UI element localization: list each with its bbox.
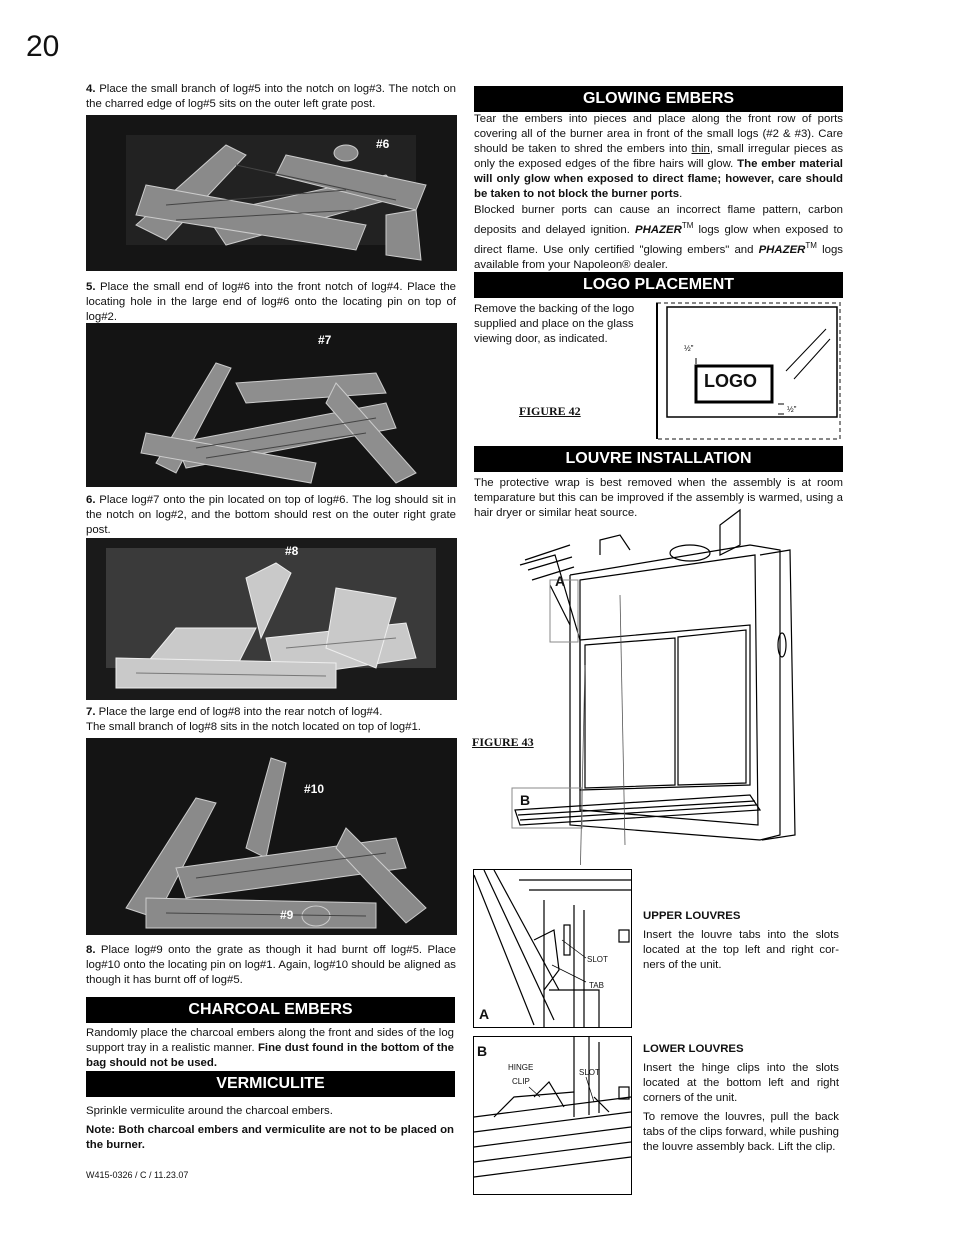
label-a: A (479, 1006, 490, 1022)
label-b: B (520, 792, 531, 808)
page-number: 20 (26, 30, 60, 63)
logo-placement-diagram (656, 301, 842, 441)
step-5-text: 5. Place the small end of log#6 into the front notch of log#4. Place the locating hole in the large end of log#6 onto the locating pin on top of log#2. (86, 281, 456, 323)
figure-43-caption: FIGURE 43 (472, 735, 534, 749)
log-photo-step-5 (86, 323, 457, 487)
step-7-text: 7. Place the large end of log#8 into the rear notch of log#4. The small branch of log#8 sits in the notch located on top of log#1. (86, 706, 421, 733)
slot-label: SLOT (587, 955, 608, 964)
label-a: A (555, 573, 566, 589)
lower-louvres-text: Insert the hinge clips into the slots located at the bottom left and right corners of the unit. (643, 1062, 839, 1104)
section-header-charcoal-embers: CHARCOAL EMBERS (86, 997, 455, 1023)
lower-louvres-removal-text: To remove the louvres, pull the back tabs of the clips forward, while pushing the louvre assembly back. Lift the clip. (643, 1111, 839, 1153)
upper-louvres-title: UPPER LOUVRES (643, 910, 741, 922)
upper-louvres-block (643, 910, 839, 973)
hinge-label: HINGE (508, 1063, 534, 1072)
detail-a-upper-louvre (473, 869, 632, 1028)
logo-text: Remove the backing of the logo supplied and place on the glass viewing door, as indicated. (474, 303, 635, 345)
dimension-label: ½" (787, 405, 797, 414)
section-header-glowing-embers: GLOWING EMBERS (474, 86, 843, 112)
log-photo-step-7 (86, 738, 457, 935)
section-header-vermiculite: VERMICULITE (86, 1071, 455, 1097)
lower-louvres-block (643, 1043, 839, 1155)
lower-louvres-title: LOWER LOUVRES (643, 1043, 744, 1055)
step-8-text: 8. Place log#9 onto the grate as though it had burnt off log#5. Place log#10 onto the locating pin on log#1. Again, log#10 should be aligned as though it has burnt off of log#5. (86, 944, 456, 986)
step-6-text: 6. Place log#7 onto the pin located on top of log#6. The log should sit in the notch on log#2, and the bottom should rest on the outer right grate post. (86, 494, 456, 536)
dimension-label: ½" (684, 344, 694, 353)
upper-louvres-text: Insert the louvre tabs into the slots located at the top left and right cor-ners of the unit. (643, 929, 839, 971)
clip-label: CLIP (512, 1077, 530, 1086)
log-label: #10 (304, 782, 325, 796)
log-label: #6 (376, 137, 390, 151)
figure-42-caption: FIGURE 42 (519, 404, 581, 418)
glowing-text-2: Blocked burner ports can cause an incorrect flame pattern, carbon deposits and delayed ignition. PHAZER™ logs glow when exposed to direct flame. Use only certified "glowing embers" and PHAZER™ logs available from your Napoleon® dealer. (474, 204, 843, 271)
label-b: B (477, 1043, 488, 1059)
step-4-text: 4. Place the small branch of log#5 into the notch on log#3. The notch on the charred edge of log#5 sits on the outer left grate post. (86, 83, 456, 110)
charcoal-text: Randomly place the charcoal embers along the front and sides of the log support tray in a realistic manner. Fine dust found in the bottom of the bag should not be used. (86, 1027, 455, 1069)
louvre-text: The protective wrap is best removed when the assembly is at room temparature but this can be improved if the assembly is warmed, using a hair dryer or similar heat source. (474, 477, 843, 519)
section-header-logo-placement: LOGO PLACEMENT (474, 272, 843, 298)
log-label: #7 (318, 333, 332, 347)
log-photo-step-4 (86, 115, 457, 271)
tab-label: TAB (589, 981, 604, 990)
vermiculite-note: Note: Both charcoal embers and vermiculite are not to be placed on the burner. (86, 1124, 454, 1151)
detail-b-lower-louvre (473, 1036, 632, 1195)
footer-doc-code: W415-0326 / C / 11.23.07 (86, 1170, 189, 1180)
log-label: #9 (280, 908, 294, 922)
section-header-louvre-installation: LOUVRE INSTALLATION (474, 446, 843, 472)
vermiculite-text: Sprinkle vermiculite around the charcoal embers. (86, 1105, 333, 1117)
slot-label: SLOT (579, 1068, 600, 1077)
glowing-text-1: Tear the embers into pieces and place along the front row of ports covering all of the burner area in front of the small logs (#2 & #3). Care should be taken to shred the embers into thin, small irregular pieces as only the exposed edges of the fibre hairs will glow. The ember material will only glow when exposed to direct flame; however, care should be taken to not block the burner ports. (474, 113, 844, 200)
fireplace-louvre-diagram (510, 505, 800, 865)
log-photo-step-6 (86, 538, 457, 700)
logo-mark: LOGO (704, 371, 757, 391)
log-label: #8 (285, 544, 299, 558)
